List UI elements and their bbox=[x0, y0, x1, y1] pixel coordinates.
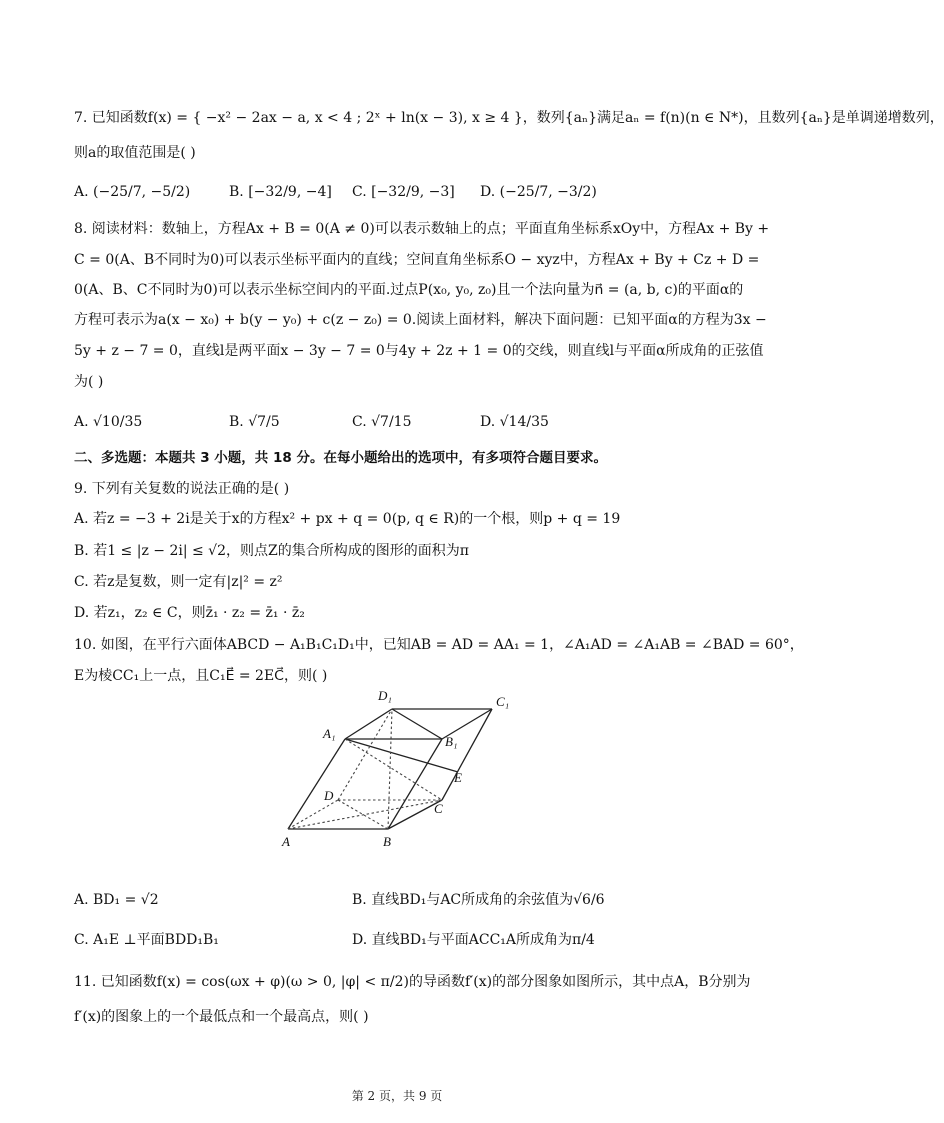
q8-line-1: 8. 阅读材料：数轴上，方程Ax + B = 0(A ≠ 0)可以表示数轴上的点；平面直角坐标系xOy中，方程Ax + By + bbox=[74, 221, 770, 237]
label-c: C bbox=[434, 801, 443, 816]
label-d1: D₁ bbox=[378, 688, 392, 703]
q8-option-a: A. √10/35 bbox=[74, 414, 143, 430]
q10-option-c: C. A₁E ⊥平面BDD₁B₁ bbox=[74, 932, 219, 948]
q7-option-b: B. [−32/9, −4] bbox=[229, 184, 332, 200]
q8-option-c: C. √7/15 bbox=[352, 414, 412, 430]
q10-line-2: E为棱CC₁上一点，且C₁E⃗ = 2EC⃗，则( ) bbox=[74, 668, 328, 684]
label-b: B bbox=[383, 834, 391, 849]
q11-line-2: f′(x)的图象上的一个最低点和一个最高点，则( ) bbox=[74, 1009, 369, 1025]
q10-option-d: D. 直线BD₁与平面ACC₁A所成角为π/4 bbox=[352, 932, 595, 948]
q8-option-d: D. √14/35 bbox=[480, 414, 549, 430]
section-heading: 二、多选题：本题共 3 小题，共 18 分。在每小题给出的选项中，有多项符合题目要求。 bbox=[74, 450, 607, 466]
q11-line-1: 11. 已知函数f(x) = cos(ωx + φ)(ω > 0, |φ| < π/2)的导函数f′(x)的部分图象如图所示，其中点A，B分别为 bbox=[74, 974, 751, 990]
parallelepiped-figure bbox=[270, 682, 530, 852]
label-c1: C₁ bbox=[496, 694, 510, 709]
page-footer: 第 2 页，共 9 页 bbox=[351, 1089, 443, 1103]
label-d: D bbox=[324, 788, 334, 803]
q7-option-c: C. [−32/9, −3] bbox=[352, 184, 455, 200]
label-e: E bbox=[454, 770, 462, 785]
q9-stem: 9. 下列有关复数的说法正确的是( ) bbox=[74, 481, 290, 497]
q8-line-3: 0(A、B、C不同时为0)可以表示坐标空间内的平面.过点P(x₀, y₀, z₀)且一个法向量为n⃗ = (a, b, c)的平面α的 bbox=[74, 282, 744, 298]
q8-line-5: 5y + z − 7 = 0，直线l是两平面x − 3y − 7 = 0与4y + 2z + 1 = 0的交线，则直线l与平面α所成角的正弦值 bbox=[74, 343, 764, 359]
label-a1: A₁ bbox=[323, 726, 336, 741]
q9-option-d: D. 若z₁，z₂ ∈ C，则z̄₁ · z₂ = z̄₁ · z̄₂ bbox=[74, 605, 305, 621]
q10-option-b: B. 直线BD₁与AC所成角的余弦值为√6/6 bbox=[352, 892, 605, 908]
q9-option-a: A. 若z = −3 + 2i是关于x的方程x² + px + q = 0(p, q ∈ R)的一个根，则p + q = 19 bbox=[74, 511, 621, 527]
q9-option-c: C. 若z是复数，则一定有|z|² = z² bbox=[74, 574, 283, 590]
q7-option-a: A. (−25/7, −5/2) bbox=[74, 184, 191, 200]
q8-line-6: 为( ) bbox=[74, 374, 104, 390]
label-a: A bbox=[282, 834, 290, 849]
q9-option-b: B. 若1 ≤ |z − 2i| ≤ √2，则点Z的集合所构成的图形的面积为π bbox=[74, 543, 469, 559]
q7-option-d: D. (−25/7, −3/2) bbox=[480, 184, 597, 200]
q8-line-4: 方程可表示为a(x − x₀) + b(y − y₀) + c(z − z₀) = 0.阅读上面材料，解决下面问题：已知平面α的方程为3x − bbox=[74, 312, 767, 328]
q10-line-1: 10. 如图，在平行六面体ABCD − A₁B₁C₁D₁中，已知AB = AD = AA₁ = 1，∠A₁AD = ∠A₁AB = ∠BAD = 60°， bbox=[74, 637, 804, 653]
q7-line-2: 则a的取值范围是( ) bbox=[74, 145, 196, 161]
q10-option-a: A. BD₁ = √2 bbox=[74, 892, 159, 908]
q7-line-1: 7. 已知函数f(x) = { −x² − 2ax − a, x < 4 ; 2ˣ + ln(x − 3), x ≥ 4 }，数列{aₙ}满足aₙ = f(n)(n ∈ N*)，且数列{aₙ}是单调递增数列， bbox=[74, 110, 944, 126]
label-b1: B₁ bbox=[445, 734, 458, 749]
q8-line-2: C = 0(A、B不同时为0)可以表示坐标平面内的直线；空间直角坐标系O − xyz中，方程Ax + By + Cz + D = bbox=[74, 252, 760, 268]
q8-option-b: B. √7/5 bbox=[229, 414, 280, 430]
